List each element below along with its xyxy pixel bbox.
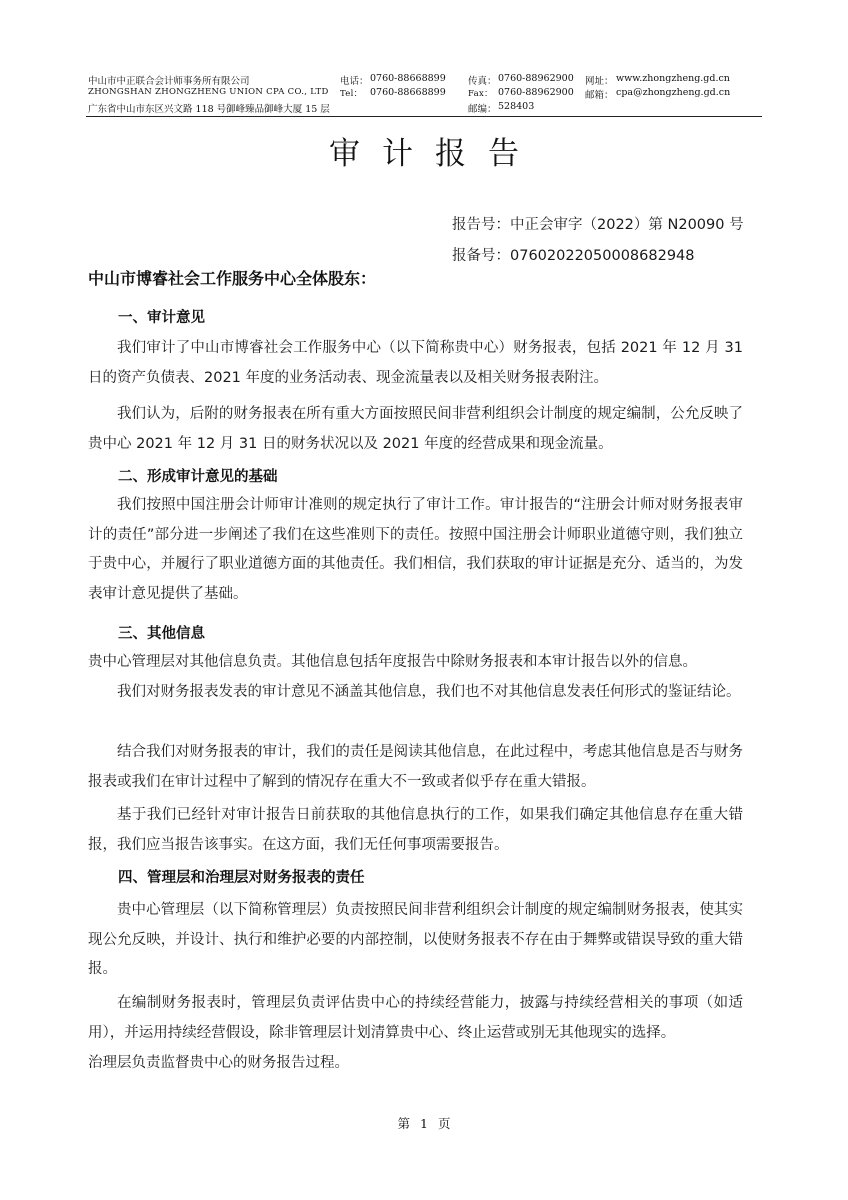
section-heading-basis: 二、形成审计意见的基础 [118, 469, 278, 485]
fax-value: 0760-88962900 [498, 87, 574, 98]
email-value: cpa@zhongzheng.gd.cn [616, 87, 731, 98]
postcode-value: 528403 [498, 101, 535, 112]
website-value: www.zhongzheng.gd.cn [616, 73, 730, 84]
page-number: 第 1 页 [397, 1116, 451, 1131]
email-label: 邮箱： [585, 90, 614, 101]
section-heading-responsibilities: 四、管理层和治理层对财务报表的责任 [118, 870, 365, 886]
paragraph: 我们认为，后附的财务报表在所有重大方面按照民间非营利组织会计制度的规定编制，公允反映了贵中心 2021 年 12 月 31 日的财务状况以及 2021 年度的经营成果和现金流量。 [88, 406, 743, 452]
paragraph: 治理层负责监督贵中心的财务报告过程。 [88, 1055, 349, 1071]
paragraph: 基于我们已经针对审计报告日前获取的其他信息执行的工作，如果我们确定其他信息存在重大错报，我们应当报告该事实。在这方面，我们无任何事项需要报告。 [88, 807, 743, 853]
section-heading-audit-opinion: 一、审计意见 [118, 310, 205, 326]
fax-cn-label: 传真： [468, 76, 497, 87]
phone-label: 电话： [340, 76, 369, 87]
letterhead-divider [86, 116, 762, 117]
firm-name-en: ZHONGSHAN ZHONGZHENG UNION CPA CO., LTD [88, 87, 329, 97]
section-heading-other-info: 三、其他信息 [118, 626, 205, 642]
paragraph: 我们审计了中山市博睿社会工作服务中心（以下简称贵中心）财务报表，包括 2021 年 12 月 31 日的资产负债表、2021 年度的业务活动表、现金流量表以及相关财务报表附注。 [88, 340, 743, 386]
tel-label: Tel： [340, 89, 363, 99]
postcode-label: 邮编： [468, 104, 497, 115]
filing-number: 报备号：07602022050008682948 [452, 248, 695, 264]
tel-value: 0760-88668899 [370, 87, 446, 98]
fax-cn-value: 0760-88962900 [498, 73, 574, 84]
paragraph: 贵中心管理层（以下简称管理层）负责按照民间非营利组织会计制度的规定编制财务报表，使其实现公允反映，并设计、执行和维护必要的内部控制，以使财务报表不存在由于舞弊或错误导致的重大错报。 [88, 902, 743, 977]
firm-address: 广东省中山市东区兴文路 118 号御峰臻品御峰大厦 15 层 [88, 104, 330, 115]
fax-label: Fax： [468, 89, 493, 99]
paragraph: 我们对财务报表发表的审计意见不涵盖其他信息，我们也不对其他信息发表任何形式的鉴证结论。 [117, 684, 741, 700]
letterhead [0, 0, 848, 140]
website-label: 网址： [585, 76, 614, 87]
paragraph: 我们按照中国注册会计师审计准则的规定执行了审计工作。审计报告的“注册会计师对财务报表审计的责任”部分进一步阐述了我们在这些准则下的责任。按照中国注册会计师职业道德守则，我们独立于贵中心，并履行了职业道德方面的其他责任。我们相信，我们获取的审计证据是充分、适当的，为发表审计意见提供了基础。 [88, 497, 743, 602]
report-number: 报告号：中正会审字（2022）第 N20090 号 [452, 217, 744, 233]
addressee: 中山市博睿社会工作服务中心全体股东： [88, 269, 377, 288]
paragraph: 在编制财务报表时，管理层负责评估贵中心的持续经营能力，披露与持续经营相关的事项（如适用），并运用持续经营假设，除非管理层计划清算贵中心、终止运营或别无其他现实的选择。 [88, 995, 743, 1041]
document-title: 审计报告 [329, 136, 541, 172]
firm-name-cn: 中山市中正联合会计师事务所有限公司 [88, 76, 250, 87]
paragraph: 结合我们对财务报表的审计，我们的责任是阅读其他信息，在此过程中，考虑其他信息是否与财务报表或我们在审计过程中了解到的情况存在重大不一致或者似乎存在重大错报。 [88, 744, 743, 790]
paragraph: 贵中心管理层对其他信息负责。其他信息包括年度报告中除财务报表和本审计报告以外的信息。 [88, 654, 697, 670]
phone-value: 0760-88668899 [370, 73, 446, 84]
